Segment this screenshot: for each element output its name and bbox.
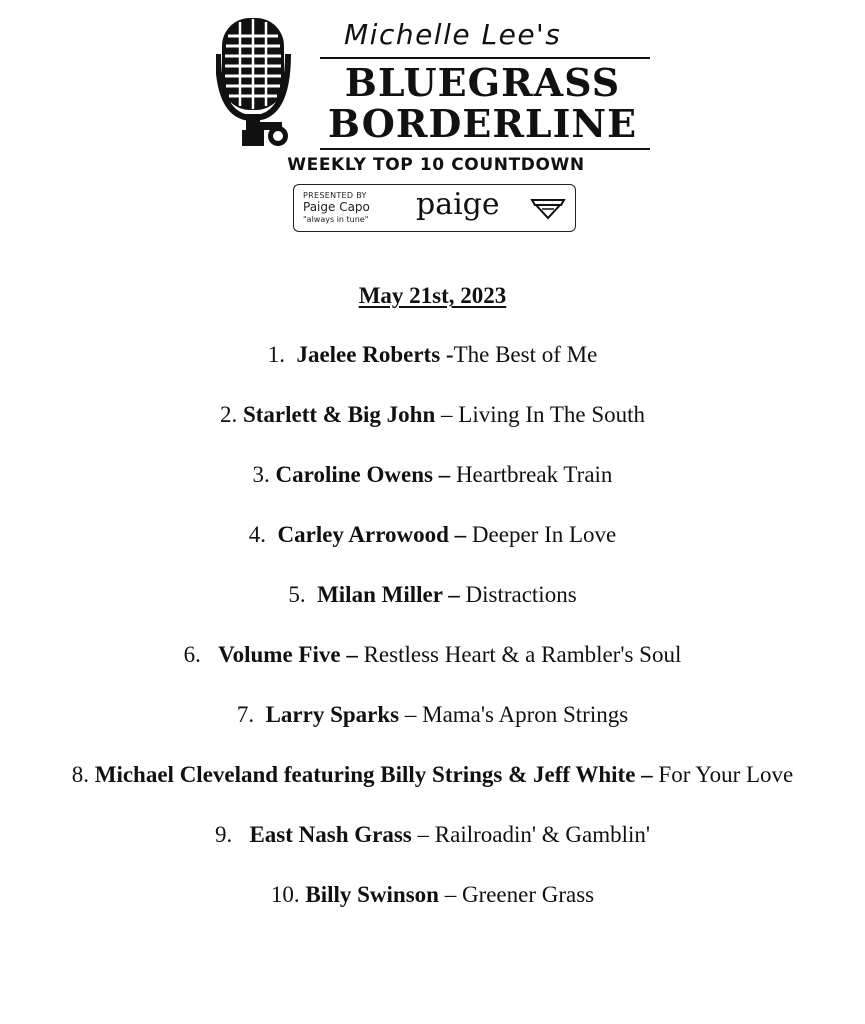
entry-song: Deeper In Love [466,522,617,547]
entry-separator: – [435,402,459,427]
entry-artist: Volume Five – [218,642,358,667]
list-item [0,581,865,609]
entry-rank: 1. [267,342,297,367]
vintage-microphone-icon [216,14,308,149]
sponsor-brand: paige [416,187,500,222]
entry-separator: – [399,702,423,727]
show-logo [216,12,656,182]
entry-artist: Milan Miller – [317,582,460,607]
entry-rank: 10. [270,882,306,907]
entry-separator: – [438,882,462,907]
entry-artist: Billy Swinson [305,882,439,907]
entry-artist: Caroline Owens – [275,462,451,487]
entry-artist: Michael Cleveland featuring Billy Strings & Jeff White – [94,762,653,787]
entry-song: Heartbreak Train [450,462,613,487]
show-title-line-2: BORDERLINE [327,101,638,146]
entry-song: Distractions [459,582,577,607]
entry-song: For Your Love [652,762,794,787]
countdown-date: May 21st, 2023 [358,283,507,308]
entry-rank: 5. [288,582,318,607]
list-item [0,881,865,909]
entry-artist: East Nash Grass [249,822,412,847]
entry-song: Living In The South [458,402,646,427]
list-item [0,821,865,849]
entry-song: Greener Grass [461,882,595,907]
presented-by-label: PRESENTED BY [303,191,367,200]
entry-rank: 9. [214,822,250,847]
list-item [0,461,865,489]
show-title-line-1: BLUEGRASS [344,60,621,105]
sponsor-tagline: "always in tune" [303,215,369,224]
entry-rank: 7. [236,702,266,727]
list-item [0,341,865,369]
entry-artist: Carley Arrowood – [277,522,467,547]
list-item [0,521,865,549]
entry-artist: Jaelee Roberts - [296,342,454,367]
entry-rank: 2. [219,402,243,427]
entry-rank: 6. [183,642,219,667]
sponsor-name: Paige Capo [303,200,370,214]
entry-song: The Best of Me [453,342,598,367]
entry-rank: 4. [248,522,278,547]
entry-artist: Starlett & Big John [242,402,436,427]
paige-capo-logo-icon [530,197,566,221]
entry-song: Railroadin' & Gamblin' [434,822,651,847]
list-item [0,641,865,669]
list-item [0,401,865,429]
divider [320,57,650,59]
list-item [0,701,865,729]
host-name: Michelle Lee's [344,18,562,51]
entry-rank: 8. [71,762,95,787]
entry-separator: – [411,822,435,847]
divider [320,148,650,150]
show-subtitle: WEEKLY TOP 10 COUNTDOWN [287,155,585,175]
entry-rank: 3. [252,462,276,487]
sponsor-badge [293,184,576,232]
list-item [0,761,865,789]
entry-song: Mama's Apron Strings [422,702,629,727]
entry-song: Restless Heart & a Rambler's Soul [357,642,682,667]
entry-artist: Larry Sparks [265,702,400,727]
